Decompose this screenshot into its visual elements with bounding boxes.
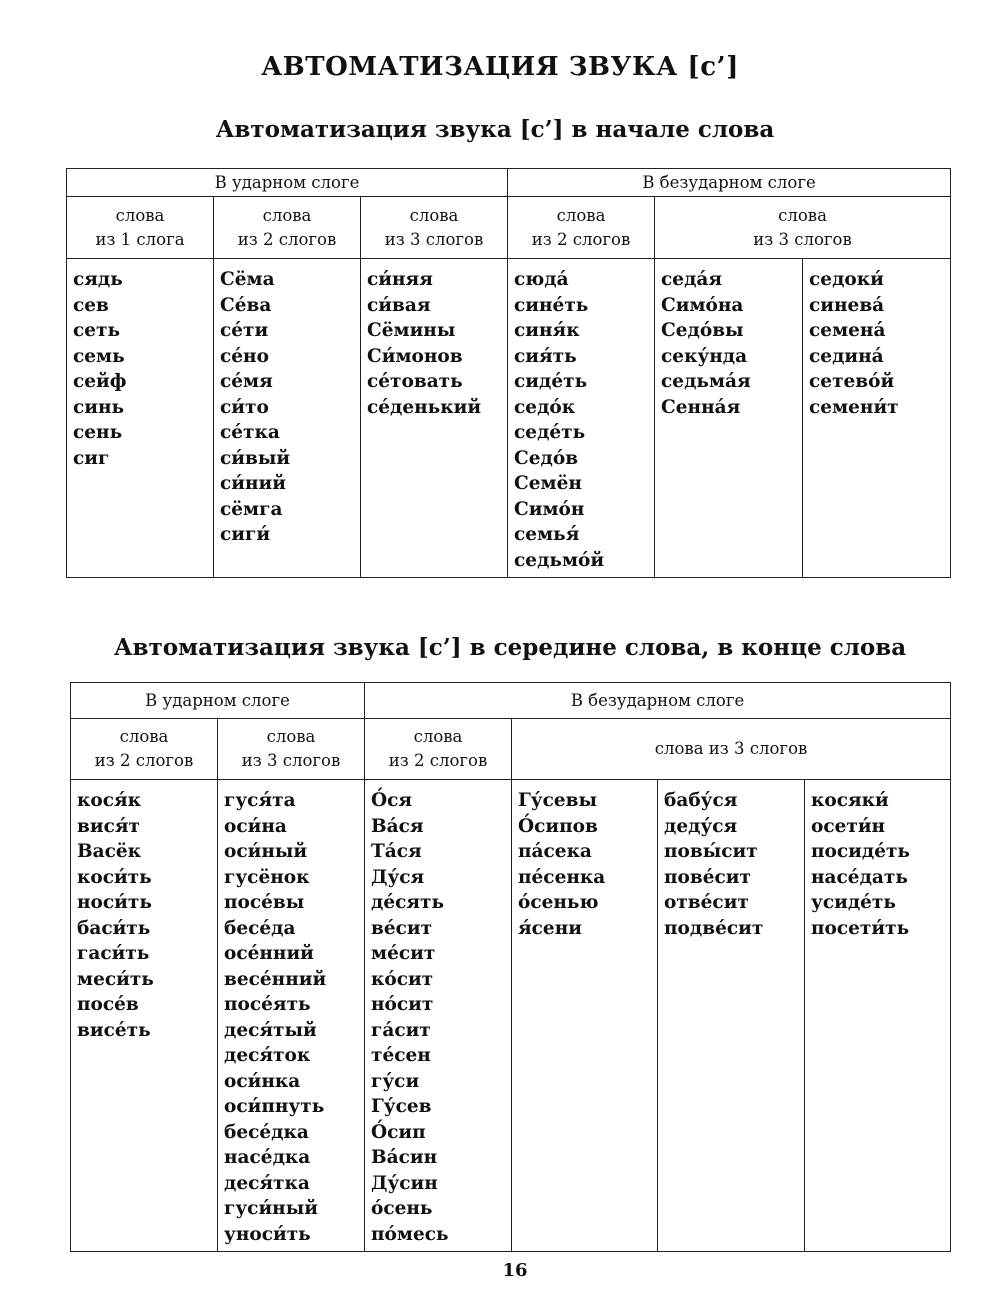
word-item: Сёма: [220, 269, 275, 290]
word-item: семена́: [809, 320, 886, 341]
word-item: деду́ся: [664, 815, 738, 837]
column-header: [214, 197, 361, 259]
word-item: седина́: [809, 345, 884, 367]
word-item: подве́сит: [664, 917, 764, 939]
word-list: [508, 259, 655, 578]
page-number: 16: [502, 1260, 528, 1281]
word-item: Ду́ся: [371, 866, 425, 888]
word-item: Ва́син: [371, 1147, 438, 1168]
word-item: сиг: [73, 447, 110, 469]
word-list: [803, 259, 951, 578]
word-item: гуси́ный: [224, 1198, 318, 1219]
section-1-title: Автоматизация звука [с’] в начале слова: [215, 116, 775, 143]
word-item: га́сит: [371, 1019, 431, 1041]
group-header-unstressed: В безударном слоге: [365, 683, 951, 719]
word-list: [658, 780, 805, 1252]
word-item: Гу́севы: [518, 790, 598, 811]
column-header-text: слова из 2 слогов: [237, 205, 337, 249]
word-item: си́вый: [220, 447, 291, 469]
word-item: Си́монов: [367, 345, 463, 367]
word-item: пове́сит: [664, 866, 751, 888]
column-header: [218, 719, 365, 780]
word-item: Васёк: [77, 841, 142, 862]
word-item: се́денький: [367, 396, 482, 418]
word-item: Гу́сев: [371, 1096, 432, 1117]
word-item: Семён: [514, 473, 582, 494]
word-list: [512, 780, 658, 1252]
column-header: [512, 719, 951, 780]
word-item: се́ти: [220, 320, 269, 341]
word-item: бесе́дка: [224, 1121, 309, 1143]
word-item: Ду́син: [371, 1172, 438, 1194]
column-header: [71, 719, 218, 780]
word-item: синя́к: [514, 320, 580, 341]
word-item: ве́сит: [371, 917, 433, 939]
word-item: сеть: [73, 320, 121, 341]
word-item: ме́сит: [371, 943, 436, 964]
word-item: сия́ть: [514, 345, 577, 367]
word-item: баси́ть: [77, 917, 151, 939]
word-item: па́сека: [518, 841, 592, 862]
word-list: [805, 780, 951, 1252]
word-item: насе́дать: [811, 866, 908, 888]
column-header-text: слова из 3 слогов: [384, 205, 484, 249]
word-item: седо́к: [514, 396, 576, 418]
word-item: гусёнок: [224, 866, 310, 888]
word-item: посе́в: [77, 994, 139, 1015]
word-item: оси́на: [224, 815, 287, 837]
word-item: сев: [73, 294, 109, 316]
word-item: си́то: [220, 396, 269, 418]
word-item: сиги́: [220, 524, 271, 545]
word-item: сёмга: [220, 498, 283, 520]
page-title: АВТОМАТИЗАЦИЯ ЗВУКА [с’]: [261, 52, 739, 82]
column-header-text: слова из 2 слогов: [94, 727, 194, 770]
word-item: семья́: [514, 524, 580, 545]
column-header: [655, 197, 951, 259]
group-header-stressed: В ударном слоге: [71, 683, 365, 719]
word-item: седьмо́й: [514, 549, 605, 571]
word-list: [218, 780, 365, 1252]
word-item: о́сень: [371, 1198, 433, 1219]
word-item: косяки́: [811, 790, 889, 811]
column-header-text: слова из 2 слогов: [531, 205, 631, 249]
word-list: [655, 259, 803, 578]
word-item: деся́тка: [224, 1172, 310, 1194]
column-header-text: слова из 3 слогов: [241, 727, 341, 770]
word-item: деся́тый: [224, 1019, 317, 1041]
column-header: [361, 197, 508, 259]
word-item: весе́нний: [224, 968, 327, 990]
word-item: семени́т: [809, 396, 899, 418]
word-item: те́сен: [371, 1045, 431, 1066]
word-item: носи́ть: [77, 892, 152, 913]
column-header: [365, 719, 512, 780]
word-table-start: [66, 168, 951, 578]
word-item: осети́н: [811, 815, 886, 837]
column-header-text: слова из 3 слогов: [654, 739, 808, 758]
column-header-text: слова из 2 слогов: [388, 727, 488, 770]
word-item: Седо́вы: [661, 320, 744, 341]
word-item: Ва́ся: [371, 815, 424, 837]
word-item: О́ся: [371, 790, 413, 811]
word-item: Сенна́я: [661, 396, 741, 418]
word-item: кося́к: [77, 790, 141, 811]
word-item: оси́нка: [224, 1070, 301, 1092]
word-item: Сёмины: [367, 320, 456, 341]
word-item: посети́ть: [811, 917, 910, 939]
word-item: синь: [73, 396, 125, 418]
word-item: сень: [73, 422, 123, 443]
word-item: си́ний: [220, 473, 286, 494]
word-item: Седо́в: [514, 447, 579, 469]
word-item: сядь: [73, 269, 123, 290]
word-item: О́сипов: [518, 815, 598, 837]
word-item: гуся́та: [224, 790, 296, 811]
word-item: седьма́я: [661, 371, 751, 392]
word-item: усиде́ть: [811, 892, 896, 913]
word-item: сюда́: [514, 269, 569, 290]
word-item: вися́т: [77, 815, 140, 837]
word-item: Симо́на: [661, 294, 744, 316]
word-item: гу́си: [371, 1070, 420, 1092]
word-list: [67, 259, 214, 578]
word-item: Симо́н: [514, 498, 585, 520]
word-item: пе́сенка: [518, 866, 606, 888]
group-header-stressed: В ударном слоге: [67, 169, 508, 197]
column-header: [67, 197, 214, 259]
word-item: гаси́ть: [77, 943, 150, 964]
word-list: [214, 259, 361, 578]
word-item: си́няя: [367, 269, 433, 290]
word-item: уноси́ть: [224, 1223, 311, 1245]
word-item: се́мя: [220, 371, 273, 392]
word-item: коси́ть: [77, 866, 152, 888]
word-item: насе́дка: [224, 1147, 311, 1168]
word-item: отве́сит: [664, 892, 749, 913]
column-header: [508, 197, 655, 259]
word-item: бесе́да: [224, 917, 296, 939]
word-table-middle-end: [70, 682, 951, 1252]
word-item: седа́я: [661, 269, 723, 290]
word-item: меси́ть: [77, 968, 154, 990]
word-item: деся́ток: [224, 1045, 311, 1066]
column-header-text: слова из 3 слогов: [753, 205, 852, 249]
word-item: по́месь: [371, 1223, 449, 1245]
group-header-unstressed: В безударном слоге: [508, 169, 951, 197]
word-item: оси́ный: [224, 841, 308, 862]
word-item: ко́сит: [371, 968, 434, 990]
word-list: [361, 259, 508, 578]
word-item: си́вая: [367, 294, 431, 316]
word-item: синева́: [809, 294, 885, 316]
word-item: сине́ть: [514, 294, 589, 316]
word-item: висе́ть: [77, 1019, 151, 1041]
word-item: осе́нний: [224, 943, 314, 964]
column-header-text: слова из 1 слога: [95, 205, 185, 249]
word-item: Та́ся: [371, 841, 422, 862]
word-item: Се́ва: [220, 294, 272, 316]
word-item: седе́ть: [514, 422, 586, 443]
word-item: се́но: [220, 345, 269, 367]
word-item: семь: [73, 345, 125, 367]
word-item: но́сит: [371, 994, 434, 1015]
word-item: секу́нда: [661, 345, 748, 367]
word-item: повы́сит: [664, 841, 758, 862]
word-list: [71, 780, 218, 1252]
word-item: се́товать: [367, 371, 463, 392]
word-list: [365, 780, 512, 1252]
section-2-title: Автоматизация звука [с’] в середине слова, в конце слова: [113, 634, 907, 661]
word-item: се́тка: [220, 422, 280, 443]
word-item: посиде́ть: [811, 841, 910, 862]
word-item: О́сип: [371, 1121, 426, 1143]
word-item: сейф: [73, 371, 127, 392]
word-item: седоки́: [809, 269, 884, 290]
word-item: оси́пнуть: [224, 1096, 325, 1117]
word-item: бабу́ся: [664, 790, 738, 811]
word-item: де́сять: [371, 892, 445, 913]
word-item: я́сени: [518, 917, 582, 939]
word-item: сиде́ть: [514, 371, 588, 392]
word-item: посе́ять: [224, 994, 311, 1015]
word-item: сетево́й: [809, 371, 895, 392]
word-item: посе́вы: [224, 892, 305, 913]
word-item: о́сенью: [518, 892, 599, 913]
